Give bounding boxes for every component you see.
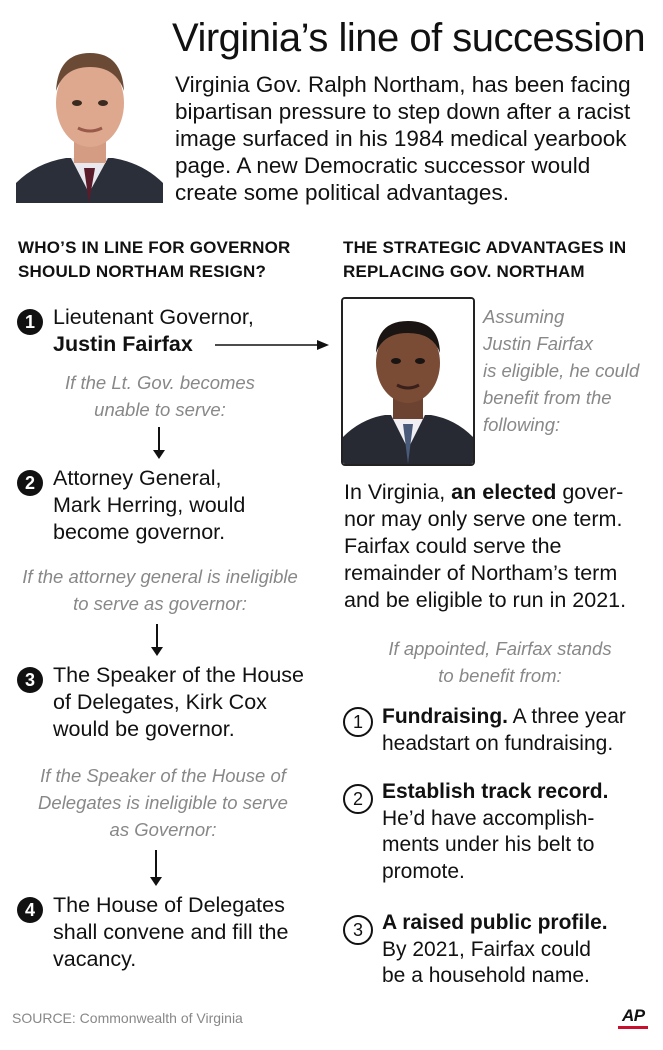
ap-logo: AP bbox=[622, 1006, 645, 1025]
source-credit bbox=[12, 1010, 243, 1026]
condition-3 bbox=[18, 762, 308, 843]
page-title: Virginia’s line of succession bbox=[172, 16, 646, 60]
step-text: of Delegates, Kirk Cox bbox=[53, 690, 267, 714]
assumption-line: Assuming bbox=[483, 306, 565, 327]
benefit-number-badge: 2 bbox=[343, 784, 373, 814]
term-text: Fairfax could serve the bbox=[344, 534, 562, 558]
step-text: shall convene and fill the bbox=[53, 920, 289, 944]
intro-text: Virginia Gov. Ralph Northam, has been facing bipartisan pressure to step down after a racist image surfaced in his 1984 medical yearbook page. A new Democratic successor would create some political advantages. bbox=[175, 72, 631, 205]
benefit-number-badge: 3 bbox=[343, 915, 373, 945]
benefit-3 bbox=[382, 910, 657, 990]
step-number-badge: 4 bbox=[17, 897, 43, 923]
term-bold: an elected bbox=[451, 480, 557, 504]
assumption-line: following: bbox=[483, 414, 561, 435]
benefit-text: A three year bbox=[508, 705, 626, 728]
left-column-heading bbox=[18, 236, 328, 284]
term-text: nor may only serve one term. bbox=[344, 507, 623, 531]
term-text: In Virginia, bbox=[344, 480, 452, 504]
condition-text: Delegates is ineligible to serve bbox=[38, 792, 288, 813]
condition-text: If the attorney general is ineligible bbox=[22, 566, 298, 587]
step-number-badge: 3 bbox=[17, 667, 43, 693]
down-arrow-icon bbox=[156, 624, 158, 654]
appointed-condition bbox=[355, 635, 645, 689]
step-number-badge: 1 bbox=[17, 309, 43, 335]
step-text: Attorney General, bbox=[53, 466, 222, 490]
benefit-title: Fundraising. bbox=[382, 705, 508, 728]
assumption-line: Justin Fairfax bbox=[483, 333, 594, 354]
condition-text: to serve as governor: bbox=[73, 593, 247, 614]
northam-photo bbox=[16, 33, 163, 203]
step-text: The Speaker of the House bbox=[53, 663, 304, 687]
term-paragraph bbox=[344, 479, 659, 614]
step-2 bbox=[53, 465, 323, 546]
condition-text: If the Speaker of the House of bbox=[40, 765, 286, 786]
step-number-badge: 2 bbox=[17, 470, 43, 496]
fairfax-photo bbox=[341, 297, 475, 466]
step-4 bbox=[53, 892, 333, 973]
right-heading-line: THE STRATEGIC ADVANTAGES IN bbox=[343, 238, 627, 257]
benefit-text: headstart on fundraising. bbox=[382, 731, 614, 755]
down-arrow-icon bbox=[158, 427, 160, 457]
condition-1 bbox=[30, 369, 290, 423]
right-heading-line: REPLACING GOV. NORTHAM bbox=[343, 262, 585, 281]
benefit-text: promote. bbox=[382, 859, 465, 883]
term-text: remainder of Northam’s term bbox=[344, 561, 618, 585]
condition-text: If appointed, Fairfax stands bbox=[388, 638, 612, 659]
assumption-line: is eligible, he could bbox=[483, 360, 640, 381]
left-heading-line: SHOULD NORTHAM RESIGN? bbox=[18, 262, 267, 281]
benefit-text: By 2021, Fairfax could bbox=[382, 937, 591, 961]
term-text: and be eligible to run in 2021. bbox=[344, 588, 627, 612]
step-text: The House of Delegates bbox=[53, 893, 285, 917]
step-3 bbox=[53, 662, 333, 743]
benefit-title: A raised public profile. bbox=[382, 911, 608, 934]
down-arrow-icon bbox=[155, 850, 157, 884]
step-text: Mark Herring, would bbox=[53, 493, 246, 517]
source-label: SOURCE: bbox=[12, 1010, 76, 1026]
benefit-number-badge: 1 bbox=[343, 707, 373, 737]
right-column-heading bbox=[343, 236, 653, 284]
assumption-text bbox=[483, 303, 658, 438]
source-text: Commonwealth of Virginia bbox=[75, 1010, 243, 1026]
step-text: become governor. bbox=[53, 520, 226, 544]
benefit-text: He’d have accomplish- bbox=[382, 806, 595, 830]
step-text: would be governor. bbox=[53, 717, 235, 741]
step-text: Lieutenant Governor, bbox=[53, 305, 254, 329]
benefit-text: ments under his belt to bbox=[382, 833, 595, 856]
step-text: vacancy. bbox=[53, 947, 137, 971]
left-heading-line: WHO’S IN LINE FOR GOVERNOR bbox=[18, 238, 291, 257]
term-text: gover- bbox=[556, 480, 624, 504]
right-arrow-icon bbox=[215, 338, 330, 350]
benefit-title: Establish track record. bbox=[382, 780, 609, 803]
condition-text: to benefit from: bbox=[438, 665, 562, 686]
benefit-2 bbox=[382, 779, 657, 885]
assumption-line: benefit from the bbox=[483, 387, 612, 408]
condition-text: If the Lt. Gov. becomes bbox=[65, 372, 255, 393]
condition-text: unable to serve: bbox=[94, 399, 226, 420]
benefit-text: be a household name. bbox=[382, 964, 590, 987]
ap-logo-bar bbox=[618, 1026, 648, 1029]
condition-text: as Governor: bbox=[109, 819, 217, 840]
benefit-1 bbox=[382, 704, 657, 757]
step-name: Justin Fairfax bbox=[53, 332, 193, 356]
condition-2 bbox=[12, 563, 308, 617]
